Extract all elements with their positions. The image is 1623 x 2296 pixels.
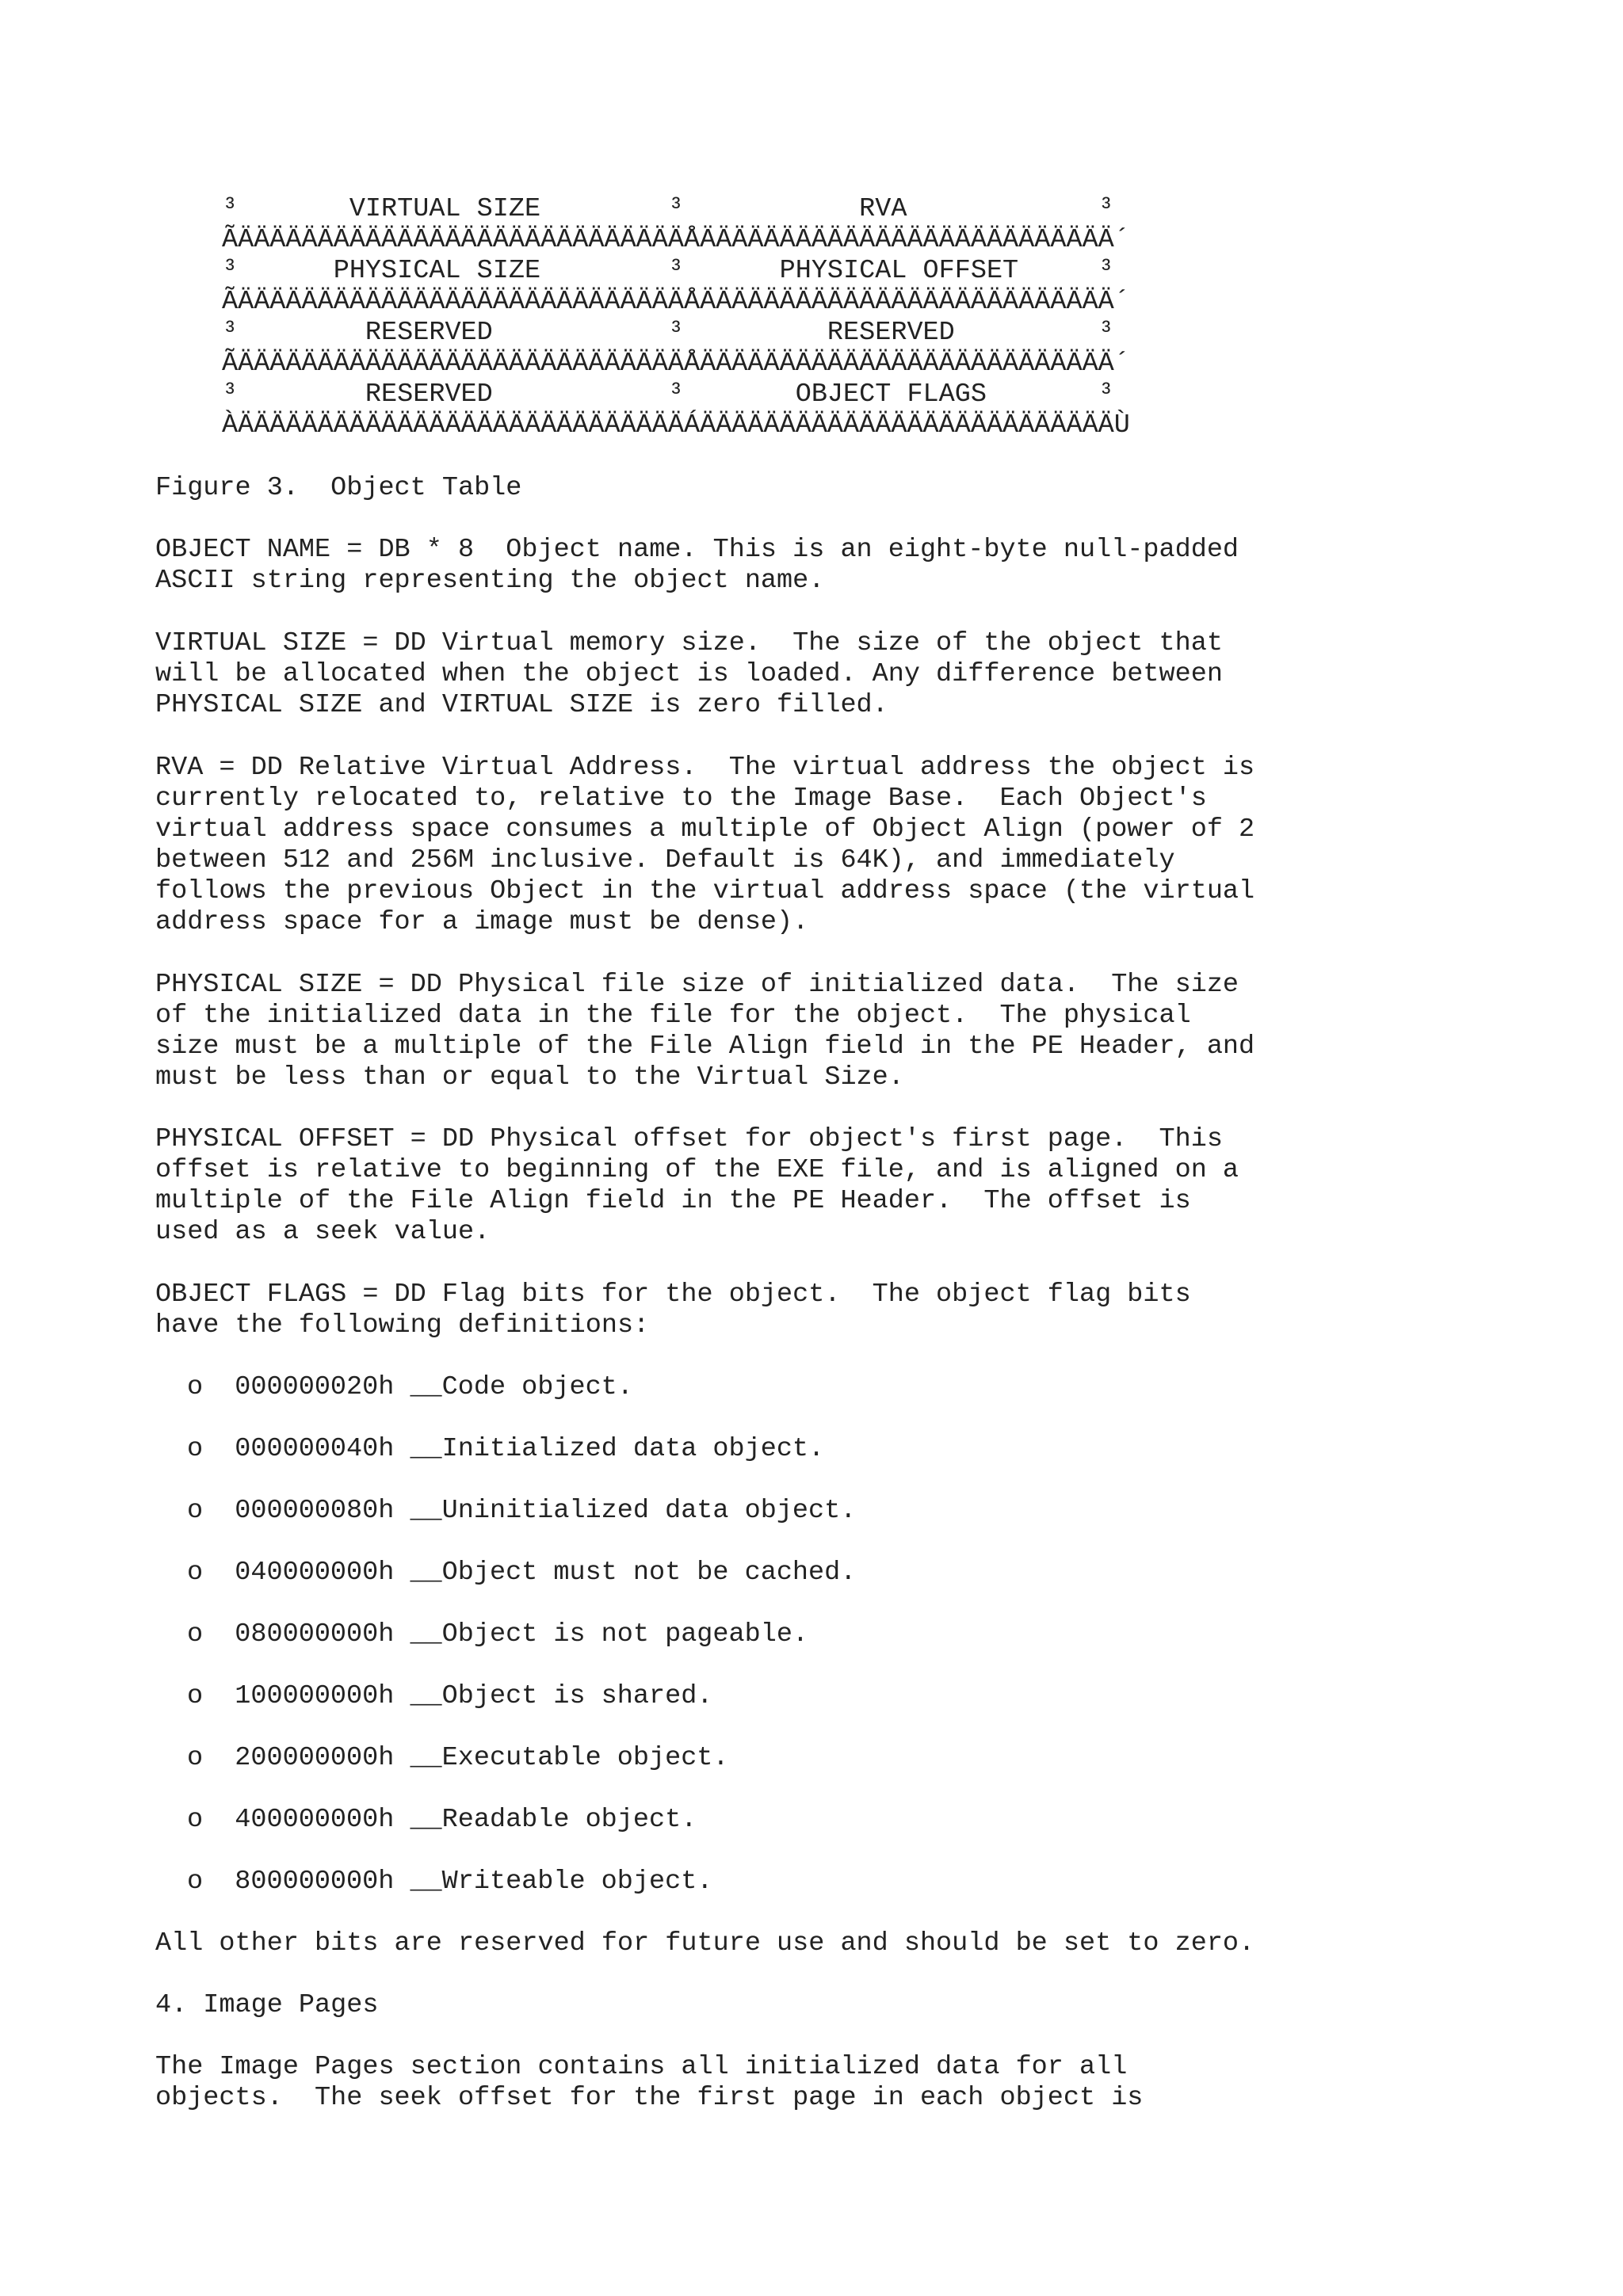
rva-line: follows the previous Object in the virtual address space (the virtual xyxy=(155,876,1255,906)
section-heading: 4. Image Pages xyxy=(155,1990,379,2020)
virtual-size-line: PHYSICAL SIZE and VIRTUAL SIZE is zero filled. xyxy=(155,690,888,720)
flag-list-item: o 040000000h __Object must not be cached. xyxy=(187,1558,857,1588)
object-flags-line: have the following definitions: xyxy=(155,1310,650,1341)
rva-line: address space for a image must be dense). xyxy=(155,907,809,937)
physical-size-line: of the initialized data in the file for the object. The physical xyxy=(155,1001,1191,1031)
object-table-row-virtual-size-rva: ³ VIRTUAL SIZE ³ RVA ³ xyxy=(222,194,1114,224)
physical-offset-line: PHYSICAL OFFSET = DD Physical offset for object's first page. This xyxy=(155,1124,1223,1154)
flag-list-item: o 080000000h __Object is not pageable. xyxy=(187,1619,809,1650)
physical-offset-line: multiple of the File Align field in the PE Header. The offset is xyxy=(155,1186,1191,1216)
image-pages-line: objects. The seek offset for the first page in each object is xyxy=(155,2083,1144,2113)
object-table-bottom-border: ÀÄÄÄÄÄÄÄÄÄÄÄÄÄÄÄÄÄÄÄÄÄÄÄÄÄÄÄÄÁÄÄÄÄÄÄÄÄÄÄÄÄÄÄÄÄÄÄÄÄÄÄÄÄÄÄÙ xyxy=(222,410,1130,441)
flag-list-item: o 800000000h __Writeable object. xyxy=(187,1867,713,1897)
object-name-line: OBJECT NAME = DB * 8 Object name. This is an eight-byte null-padded xyxy=(155,535,1239,565)
physical-offset-line: offset is relative to beginning of the EXE file, and is aligned on a xyxy=(155,1155,1239,1185)
object-table-row-reserved-flags: ³ RESERVED ³ OBJECT FLAGS ³ xyxy=(222,379,1114,410)
rva-line: virtual address space consumes a multiple of Object Align (power of 2 xyxy=(155,814,1255,845)
object-name-line: ASCII string representing the object name. xyxy=(155,566,825,596)
flag-list-item: o 000000040h __Initialized data object. xyxy=(187,1434,825,1464)
physical-size-line: must be less than or equal to the Virtual Size. xyxy=(155,1062,904,1093)
object-table-row-reserved: ³ RESERVED ³ RESERVED ³ xyxy=(222,318,1114,348)
reserved-bits-note: All other bits are reserved for future use and should be set to zero. xyxy=(155,1928,1255,1958)
physical-offset-line: used as a seek value. xyxy=(155,1217,491,1247)
flag-list-item: o 200000000h __Executable object. xyxy=(187,1743,729,1773)
object-table-divider: ÃÄÄÄÄÄÄÄÄÄÄÄÄÄÄÄÄÄÄÄÄÄÄÄÄÄÄÄÄÅÄÄÄÄÄÄÄÄÄÄÄÄÄÄÄÄÄÄÄÄÄÄÄÄÄÄ´ xyxy=(222,287,1130,317)
object-table-divider: ÃÄÄÄÄÄÄÄÄÄÄÄÄÄÄÄÄÄÄÄÄÄÄÄÄÄÄÄÄÅÄÄÄÄÄÄÄÄÄÄÄÄÄÄÄÄÄÄÄÄÄÄÄÄÄÄ´ xyxy=(222,225,1130,255)
virtual-size-line: VIRTUAL SIZE = DD Virtual memory size. The size of the object that xyxy=(155,628,1223,658)
rva-line: currently relocated to, relative to the Image Base. Each Object's xyxy=(155,784,1207,814)
flag-list-item: o 100000000h __Object is shared. xyxy=(187,1681,713,1711)
object-table-row-physical-size-offset: ³ PHYSICAL SIZE ³ PHYSICAL OFFSET ³ xyxy=(222,256,1114,286)
object-flags-line: OBJECT FLAGS = DD Flag bits for the object. The object flag bits xyxy=(155,1280,1191,1310)
virtual-size-line: will be allocated when the object is loaded. Any difference between xyxy=(155,659,1223,689)
flag-list-item: o 400000000h __Readable object. xyxy=(187,1805,697,1835)
rva-line: RVA = DD Relative Virtual Address. The virtual address the object is xyxy=(155,753,1255,783)
physical-size-line: PHYSICAL SIZE = DD Physical file size of initialized data. The size xyxy=(155,970,1239,1000)
rva-line: between 512 and 256M inclusive. Default is 64K), and immediately xyxy=(155,845,1175,875)
image-pages-line: The Image Pages section contains all initialized data for all xyxy=(155,2052,1128,2082)
physical-size-line: size must be a multiple of the File Align field in the PE Header, and xyxy=(155,1032,1255,1062)
figure-caption: Figure 3. Object Table xyxy=(155,473,522,503)
flag-list-item: o 000000020h __Code object. xyxy=(187,1372,633,1402)
object-table-divider: ÃÄÄÄÄÄÄÄÄÄÄÄÄÄÄÄÄÄÄÄÄÄÄÄÄÄÄÄÄÅÄÄÄÄÄÄÄÄÄÄÄÄÄÄÄÄÄÄÄÄÄÄÄÄÄÄ´ xyxy=(222,349,1130,379)
flag-list-item: o 000000080h __Uninitialized data object. xyxy=(187,1496,857,1526)
